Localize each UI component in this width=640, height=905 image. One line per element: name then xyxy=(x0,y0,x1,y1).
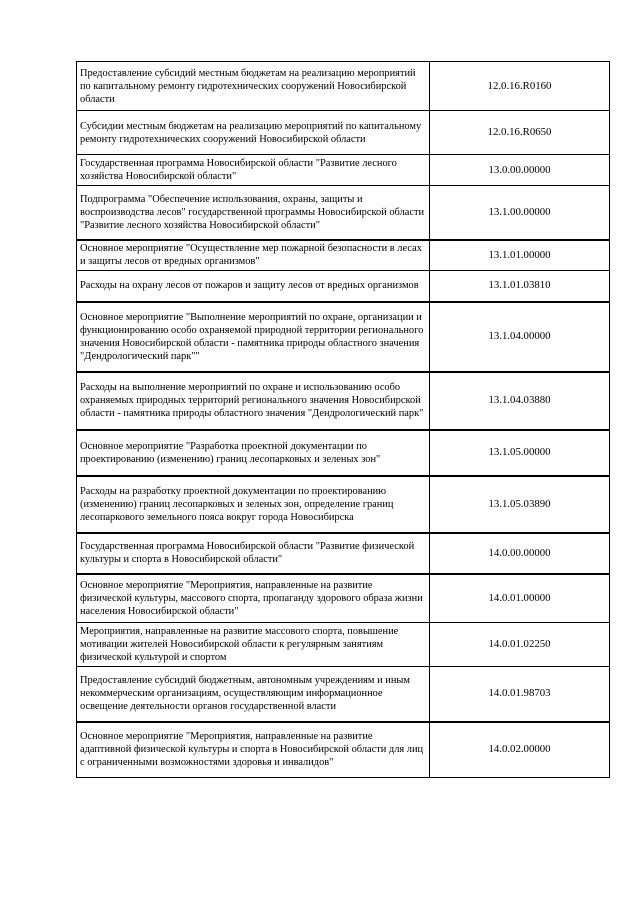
row-name: Основное мероприятие "Разработка проектной документации по проектированию (изменению) границ лесопарковых и зеленых зон" xyxy=(77,430,430,476)
row-code: 13.1.04.03880 xyxy=(430,372,610,430)
row-name: Государственная программа Новосибирской области "Развитие физической культуры и спорта в Новосибирской области" xyxy=(77,533,430,574)
row-name: Государственная программа Новосибирской области "Развитие лесного хозяйства Новосибирской области" xyxy=(77,155,430,186)
table-row xyxy=(77,476,610,533)
row-name: Предоставление субсидий местным бюджетам на реализацию мероприятий по капитальному ремонту гидротехнических сооружений Новосибирской области xyxy=(77,62,430,111)
table-row xyxy=(77,722,610,778)
table-row xyxy=(77,372,610,430)
row-code: 13.1.01.00000 xyxy=(430,240,610,271)
table-row xyxy=(77,271,610,302)
row-name: Мероприятия, направленные на развитие массового спорта, повышение мотивации жителей Новосибирской области к регулярным занятиям физической культурой и спортом xyxy=(77,623,430,667)
row-code: 13.0.00.00000 xyxy=(430,155,610,186)
row-code: 13.1.00.00000 xyxy=(430,186,610,240)
row-name: Подпрограмма "Обеспечение использования, охраны, защиты и воспроизводства лесов" государственной программы Новосибирской области "Развитие лесного хозяйства Новосибирской области" xyxy=(77,186,430,240)
row-name: Предоставление субсидий бюджетным, автономным учреждениям и иным некоммерческим организациям, осуществляющим информационное освещение деятельности органов государственной власти xyxy=(77,667,430,722)
row-code: 14.0.01.98703 xyxy=(430,667,610,722)
row-name: Расходы на охрану лесов от пожаров и защиту лесов от вредных организмов xyxy=(77,271,430,302)
row-code: 12.0.16.R0650 xyxy=(430,111,610,155)
row-name: Расходы на выполнение мероприятий по охране и использованию особо охраняемых природных территорий регионального значения Новосибирской области - памятника природы областного значения "Дендрологический парк" xyxy=(77,372,430,430)
row-name: Основное мероприятие "Мероприятия, направленные на развитие физической культуры, массового спорта, пропаганду здорового образа жизни населения Новосибирской области" xyxy=(77,574,430,623)
table-row xyxy=(77,240,610,271)
table-row xyxy=(77,623,610,667)
table-row xyxy=(77,430,610,476)
row-code: 14.0.01.02250 xyxy=(430,623,610,667)
row-code: 13.1.05.03890 xyxy=(430,476,610,533)
table-row xyxy=(77,667,610,722)
row-code: 13.1.01.03810 xyxy=(430,271,610,302)
row-code: 13.1.04.00000 xyxy=(430,302,610,372)
row-code: 14.0.02.00000 xyxy=(430,722,610,778)
row-code: 14.0.01.00000 xyxy=(430,574,610,623)
row-name: Основное мероприятие "Мероприятия, направленные на развитие адаптивной физической культуры и спорта в Новосибирской области для лиц с ограниченными возможностями здоровья и инвалидов" xyxy=(77,722,430,778)
table-row xyxy=(77,155,610,186)
table-row xyxy=(77,574,610,623)
row-code: 12.0.16.R0160 xyxy=(430,62,610,111)
budget-classification-table xyxy=(76,61,610,778)
row-name: Субсидии местным бюджетам на реализацию мероприятий по капитальному ремонту гидротехнических сооружений Новосибирской области xyxy=(77,111,430,155)
row-name: Основное мероприятие "Осуществление мер пожарной безопасности в лесах и защиты лесов от вредных организмов" xyxy=(77,240,430,271)
table-row xyxy=(77,186,610,240)
table-row xyxy=(77,111,610,155)
table-row xyxy=(77,62,610,111)
row-name: Основное мероприятие "Выполнение мероприятий по охране, организации и функционированию особо охраняемой природной территории регионального значения Новосибирской области - памятника природы областного значения "Дендрологический парк"" xyxy=(77,302,430,372)
table-row xyxy=(77,302,610,372)
row-code: 13.1.05.00000 xyxy=(430,430,610,476)
row-code: 14.0.00.00000 xyxy=(430,533,610,574)
table-row xyxy=(77,533,610,574)
row-name: Расходы на разработку проектной документации по проектированию (изменению) границ лесопарковых и зеленых зон, определение границ лесопаркового земельного пояса вокруг города Новосибирска xyxy=(77,476,430,533)
